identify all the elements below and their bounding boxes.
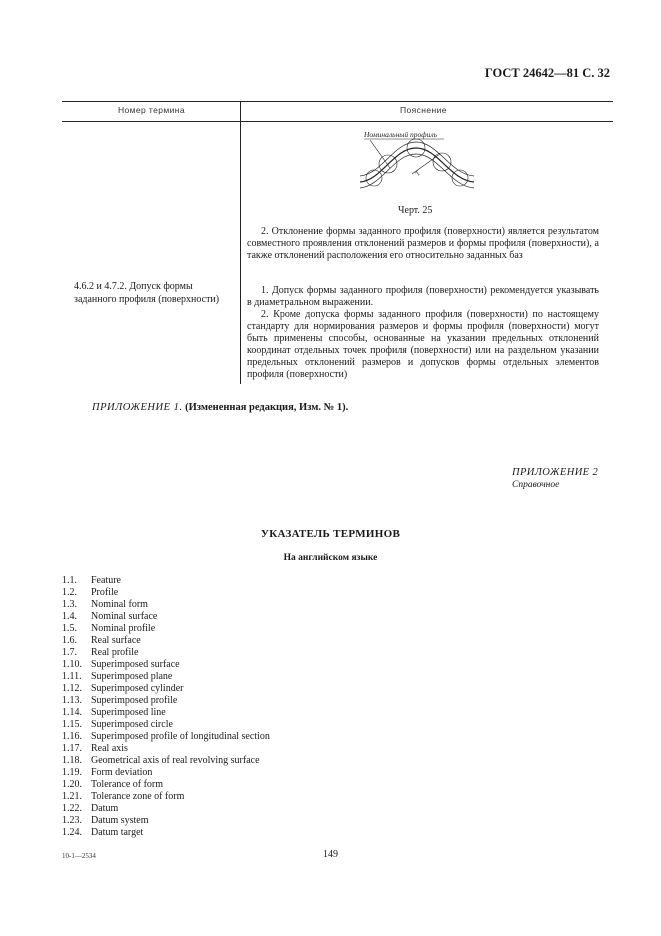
list-item-term: Nominal surface [91,611,158,622]
list-item-term: Datum [91,803,119,814]
list-item [62,623,270,635]
list-item [62,815,270,827]
list-item-number: 1.17. [62,743,82,754]
list-item-number: 1.1. [62,575,77,586]
figure-caption: Черт. 25 [398,205,433,216]
list-item-term: Geometrical axis of real revolving surface [91,755,260,766]
list-item-term: Superimposed plane [91,671,173,682]
paragraph-text: 2. Отклонение формы заданного профиля (поверхности) является результатом совместного проявления отклонений размеров и формы профиля (поверхности), а также отклонений расположения его относительно заданных баз [247,226,599,261]
table-header-rule [62,121,613,122]
appendix-1-label: ПРИЛОЖЕНИЕ 1. [92,402,183,413]
list-item [62,755,270,767]
list-item-term: Superimposed profile of longitudinal section [91,731,270,742]
list-item-term: Nominal profile [91,623,156,634]
explanation-paragraph-2 [247,285,599,381]
list-item-number: 1.2. [62,587,77,598]
list-item-number: 1.7. [62,647,77,658]
appendix-1-revision: (Измененная редакция, Изм. № 1). [185,402,349,413]
list-item-number: 1.23. [62,815,82,826]
list-item [62,743,270,755]
list-item-number: 1.11. [62,671,82,682]
list-item-number: 1.15. [62,719,82,730]
column-header-term-number: Номер термина [118,105,185,115]
list-item [62,635,270,647]
appendix-2-subtitle: Справочное [512,480,560,490]
list-item-number: 1.5. [62,623,77,634]
list-item-term: Superimposed profile [91,695,178,706]
term-entry: 4.6.2 и 4.7.2. Допуск формы заданного профиля (поверхности) [74,281,220,305]
appendix-2-title: ПРИЛОЖЕНИЕ 2 [512,467,599,478]
list-item [62,791,270,803]
list-item-number: 1.20. [62,779,82,790]
appendix-1-note [92,402,348,413]
list-item-term: Superimposed surface [91,659,180,670]
list-item [62,587,270,599]
list-item [62,779,270,791]
list-item-term: Nominal form [91,599,148,610]
list-item-number: 1.6. [62,635,77,646]
list-item [62,731,270,743]
list-item-number: 1.22. [62,803,82,814]
list-item-term: Real surface [91,635,141,646]
list-item-number: 1.12. [62,683,82,694]
list-item-term: Tolerance of form [91,779,164,790]
list-item [62,803,270,815]
index-title: УКАЗАТЕЛЬ ТЕРМИНОВ [260,528,401,540]
footer-code: 10-1—2534 [62,852,96,860]
table-top-rule [62,101,613,102]
list-item [62,683,270,695]
list-item [62,695,270,707]
list-item-number: 1.3. [62,599,77,610]
explanation-paragraph-1 [247,226,599,262]
standard-header: ГОСТ 24642—81 С. 32 [484,66,610,80]
index-subtitle: На английском языке [283,553,378,563]
list-item [62,719,270,731]
paragraph-text: 1. Допуск формы заданного профиля (поверхности) рекомендуется указывать в диаметральном выражении. [247,285,599,308]
list-item-number: 1.21. [62,791,82,802]
list-item-number: 1.10. [62,659,82,670]
list-item [62,599,270,611]
list-item-term: Real axis [91,743,128,754]
paragraph-text: 2. Кроме допуска формы заданного профиля (поверхности) по настоящему стандарту для нормирования размеров и формы профиля (поверхности) могут быть применены способы, основанные на указании предельных отклонений координат отдельных точек профиля (поверхности) или на раздельном указании предельных отклонений размеров и допусков формы отдельных элементов профиля (поверхности) [247,309,599,380]
list-item-number: 1.16. [62,731,82,742]
list-item-number: 1.19. [62,767,82,778]
list-item-term: Form deviation [91,767,153,778]
list-item-number: 1.14. [62,707,82,718]
list-item-term: Feature [91,575,121,586]
list-item-term: Datum target [91,827,144,838]
list-item-term: Superimposed circle [91,719,173,730]
list-item-number: 1.13. [62,695,82,706]
list-item-term: Profile [91,587,119,598]
list-item [62,659,270,671]
list-item-number: 1.4. [62,611,77,622]
list-item-term: Datum system [91,815,149,826]
list-item-term: Tolerance zone of form [91,791,185,802]
list-item [62,767,270,779]
figure-tolerance-label: T [414,170,422,178]
list-item-number: 1.18. [62,755,82,766]
term-index-list [62,575,270,839]
column-header-explanation: Пояснение [400,105,447,115]
list-item [62,611,270,623]
figure-25-drawing [352,124,482,196]
list-item-term: Superimposed cylinder [91,683,184,694]
figure-label-nominal-profile: Номинальный профиль [364,130,438,139]
table-column-divider [240,101,241,384]
list-item [62,671,270,683]
list-item-term: Superimposed line [91,707,166,718]
list-item [62,647,270,659]
list-item-number: 1.24. [62,827,82,838]
page-number: 149 [323,849,338,860]
list-item [62,575,270,587]
list-item [62,707,270,719]
list-item-term: Real profile [91,647,139,658]
list-item [62,827,270,839]
